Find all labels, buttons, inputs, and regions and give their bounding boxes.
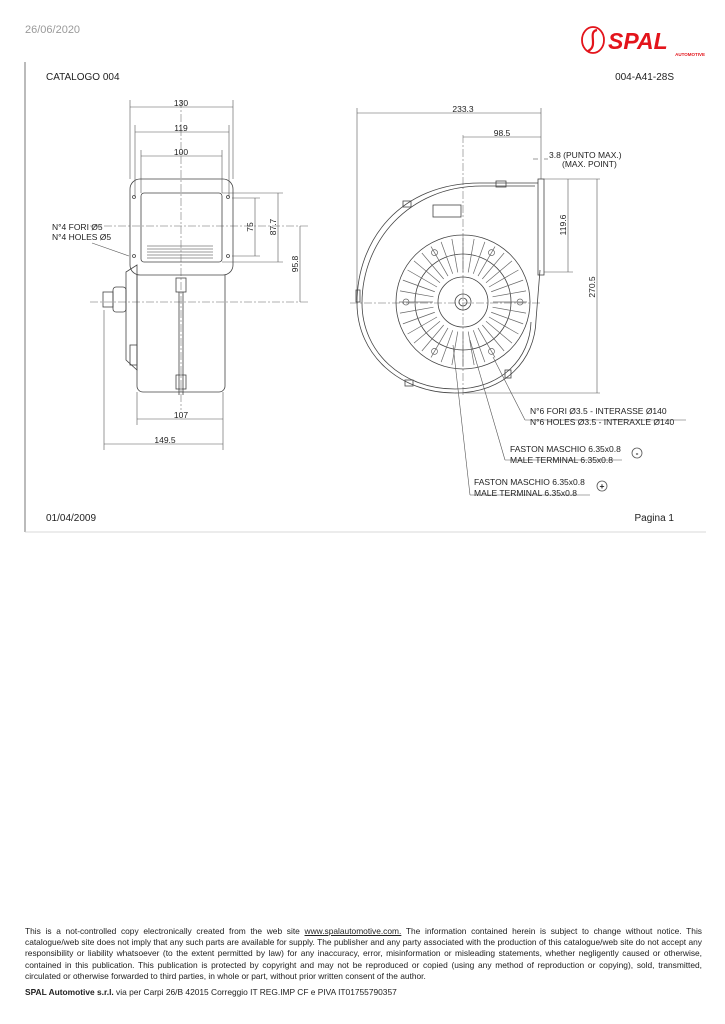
impeller-fin: [403, 312, 435, 324]
impeller-fin: [473, 242, 485, 274]
impeller-fin: [400, 307, 433, 313]
impeller-fin: [414, 321, 440, 343]
print-date: 26/06/2020: [25, 24, 81, 36]
dim-95-8: 95.8: [290, 255, 300, 273]
holes6-label-it: N°6 FORI Ø3.5 - INTERASSE Ø140: [530, 406, 667, 416]
impeller-fin: [431, 247, 448, 276]
dim-233-3: 233.3: [452, 104, 474, 114]
impeller-fin: [403, 280, 435, 292]
pos-terminal-it: FASTON MASCHIO 6.35x0.8: [474, 477, 585, 487]
impeller-fin: [493, 291, 526, 297]
impeller-fin: [493, 307, 526, 313]
dim-98-5: 98.5: [493, 128, 511, 138]
impeller-fin: [441, 242, 453, 274]
dim-149-5: 149.5: [154, 435, 176, 445]
company-name: SPAL Automotive s.r.l.: [25, 987, 114, 997]
front-view: [350, 108, 686, 495]
max-point-en: (MAX. POINT): [562, 159, 617, 169]
impeller-fin: [489, 270, 518, 287]
pos-terminal-en: MALE TERMINAL 6.35x0.8: [474, 488, 577, 498]
disclaimer-text-cont: The information contained herein is subject to change without notice. This catalogue/web site does not imply that any such parts are available for supply. The publisher and any party associated with the production of this catalogue/web site do not accept any responsibility or liability whatsoever (to the extent permitted by law) for any inaccuracy, error, misinformation or misleading statements, whether negligently caused or otherwise, contained in this publication. This publication is protected by copyright and may not be reproduced or copied (using any method of reproduction or copying), sold, transmitted, circulated or otherwise forwarded to third parties, in whole or part, without prior written consent of the author.: [25, 926, 702, 981]
brand-sub: AUTOMOTIVE: [675, 52, 705, 57]
impeller-fin: [482, 253, 504, 279]
holes6-label-en: N°6 HOLES Ø3.5 - INTERAXLE Ø140: [530, 417, 675, 427]
impeller-fin: [491, 280, 523, 292]
dim-270-5: 270.5: [587, 276, 597, 298]
impeller-fin: [486, 261, 512, 283]
disclaimer: [25, 926, 702, 982]
dim-119-6: 119.6: [558, 214, 568, 236]
plus-sign: +: [599, 481, 605, 491]
impeller-fin: [431, 328, 448, 357]
impeller-fin: [478, 328, 495, 357]
product-code: 004-A41-28S: [615, 72, 674, 83]
website-link[interactable]: www.spalautomotive.com.: [304, 926, 402, 936]
dim-130: 130: [173, 98, 189, 108]
neg-terminal-it: FASTON MASCHIO 6.35x0.8: [510, 444, 621, 454]
dim-87-7: 87.7: [268, 218, 278, 236]
impeller-fin: [414, 261, 440, 283]
impeller-fin: [441, 330, 453, 362]
company-address: [25, 987, 397, 997]
catalog-label: CATALOGO 004: [46, 72, 120, 83]
impeller-fin: [478, 247, 495, 276]
neg-terminal-en: MALE TERMINAL 6.35x0.8: [510, 455, 613, 465]
impeller-fin: [408, 270, 437, 287]
impeller-fin: [468, 239, 474, 272]
brand-name: SPAL: [608, 28, 668, 54]
impeller-fin: [489, 317, 518, 334]
impeller-fin: [482, 325, 504, 351]
impeller-fin: [486, 321, 512, 343]
impeller-fin: [408, 317, 437, 334]
max-point-it: 3.8 (PUNTO MAX.): [549, 150, 622, 160]
impeller-fin: [491, 312, 523, 324]
drawing-date: 01/04/2009: [46, 513, 97, 524]
impeller-fin: [452, 239, 458, 272]
address-details: via per Carpi 26/B 42015 Correggio IT REG.IMP CF e PIVA IT01755790357: [113, 987, 397, 997]
disclaimer-text: This is a not-controlled copy electronically created from the web site: [25, 926, 305, 936]
impeller-fin: [422, 325, 444, 351]
impeller-fin: [468, 332, 474, 365]
holes-label-it: N°4 FORI Ø5: [52, 222, 103, 232]
holes-label-en: N°4 HOLES Ø5: [52, 232, 112, 242]
dim-100: 100: [173, 147, 189, 157]
dim-119: 119: [174, 123, 188, 133]
dim-75: 75: [245, 222, 255, 232]
impeller-fin: [400, 291, 433, 297]
impeller-fin: [422, 253, 444, 279]
dim-107: 107: [173, 410, 189, 420]
page-number: Pagina 1: [634, 513, 674, 524]
minus-sign: -: [635, 448, 639, 458]
side-view: [90, 100, 310, 450]
